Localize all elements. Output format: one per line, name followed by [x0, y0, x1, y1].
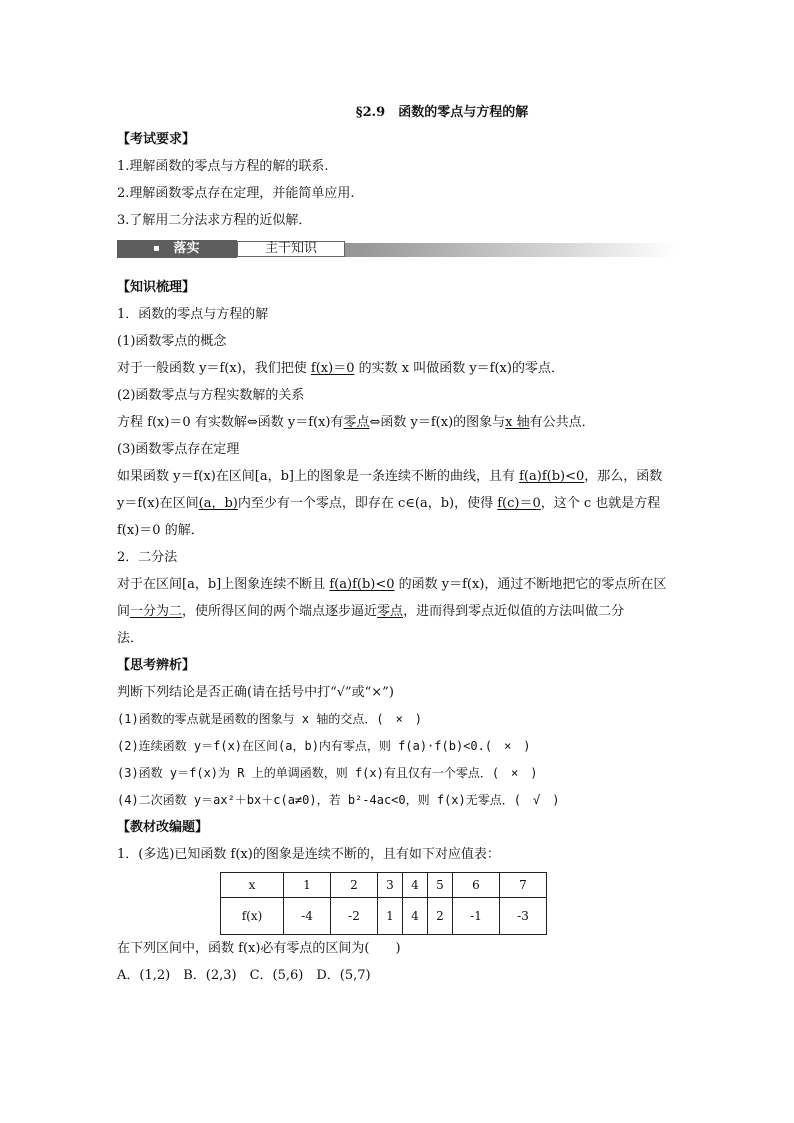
section-heading: 1．函数的零点与方程的解	[117, 307, 269, 322]
judgment-item: (1)函数的零点就是函数的图象与 x 轴的交点．( × )	[117, 712, 423, 726]
page-title: §2.9 函数的零点与方程的解	[355, 105, 529, 120]
table-row	[221, 898, 547, 935]
table-header-cell: f(x)	[221, 898, 284, 935]
blank-answer: 一分为二	[130, 604, 183, 619]
text-run: 方程 f(x)＝0 有实数解⇔函数 y＝f(x)有	[117, 415, 344, 430]
subsection-heading: (2)函数零点与方程实数解的关系	[117, 388, 305, 403]
text-run: 对于在区间[a，b]上图象连续不断且	[117, 577, 330, 592]
text-run: 内至少有一个零点，即存在 c∈(a，b)，使得	[237, 496, 498, 511]
text-run: 如果函数 y＝f(x)在区间[a，b]上的图象是一条连续不断的曲线，且有	[117, 469, 520, 484]
text-run: 的函数 y＝f(x)，通过不断地把它的零点所在区	[394, 577, 667, 592]
answer-options: A．(1,2) B．(2,3) C．(5,6) D．(5,7)	[117, 968, 371, 983]
table-cell: -4	[284, 898, 331, 935]
text-run: ，使所得区间的两个端点逐步逼近	[182, 604, 378, 619]
table-cell: 6	[453, 873, 500, 898]
definition-line	[117, 355, 677, 382]
value-table	[220, 872, 547, 935]
text-run: 有公共点．	[529, 415, 595, 430]
blank-answer: (a，b)	[198, 496, 238, 511]
text-run: 的实数 x 叫做函数 y＝f(x)的零点．	[354, 361, 564, 376]
theorem-line	[117, 463, 677, 490]
think-header: 【思考辨析】	[117, 658, 196, 673]
table-cell: 7	[500, 873, 547, 898]
text-run: 间	[117, 604, 131, 619]
table-cell: 2	[428, 898, 453, 935]
exam-item: 1.理解函数的零点与方程的解的联系.	[117, 159, 329, 174]
document-page	[117, 100, 677, 989]
knowledge-header: 【知识梳理】	[117, 280, 196, 295]
question-prompt: 在下列区间中，函数 f(x)必有零点的区间为( )	[117, 941, 401, 956]
banner-right: 主干知识	[237, 241, 345, 257]
judgment-item: (3)函数 y＝f(x)为 R 上的单调函数，则 f(x)有且仅有一个零点．( × )	[117, 766, 538, 780]
judgment-item: (4)二次函数 y＝ax²＋bx＋c(a≠0)，若 b²-4ac<0，则 f(x)无零点．( √ )	[117, 793, 560, 807]
bisection-line: 法．	[117, 631, 144, 646]
bisection-line	[117, 598, 677, 625]
question-stem: 1．(多选)已知函数 f(x)的图象是连续不断的，且有如下对应值表：	[117, 847, 500, 862]
blank-answer: f(c)＝0	[497, 496, 541, 511]
text-run: y＝f(x)在区间	[117, 496, 199, 511]
table-cell: 4	[403, 873, 428, 898]
theorem-line: f(x)＝0 的解．	[117, 523, 204, 538]
textbook-header: 【教材改编题】	[117, 820, 209, 835]
text-run: ⇔函数 y＝f(x)的图象与	[369, 415, 506, 430]
banner-left	[117, 240, 237, 258]
text-run: 对于一般函数 y＝f(x)，我们把使	[117, 361, 311, 376]
table-cell: 2	[331, 873, 378, 898]
table-cell: -2	[331, 898, 378, 935]
relation-line	[117, 409, 677, 436]
blank-answer: 零点	[343, 415, 370, 430]
bisection-line	[117, 571, 677, 598]
judgment-item: (2)连续函数 y＝f(x)在区间(a，b)内有零点，则 f(a)·f(b)<0.( × )	[117, 739, 531, 753]
subsection-heading: (3)函数零点存在定理	[117, 442, 240, 457]
theorem-line	[117, 490, 677, 517]
exam-item: 2.理解函数零点存在定理，并能简单应用.	[117, 186, 355, 201]
table-header-cell: x	[221, 873, 284, 898]
banner-left-label: 落实	[173, 241, 200, 256]
table-row	[221, 873, 547, 898]
subsection-heading: (1)函数零点的概念	[117, 334, 227, 349]
section-heading: 2．二分法	[117, 550, 178, 565]
text-run: ，这个 c 也就是方程	[540, 496, 661, 511]
table-cell: 5	[428, 873, 453, 898]
blank-answer: 零点	[377, 604, 404, 619]
exam-header: 【考试要求】	[117, 132, 196, 147]
section-banner	[117, 240, 677, 258]
blank-answer: f(x)＝0	[310, 361, 355, 376]
table-cell: 1	[284, 873, 331, 898]
exam-item: 3.了解用二分法求方程的近似解．	[117, 213, 312, 228]
think-intro: 判断下列结论是否正确(请在括号中打“√”或“×”)	[117, 685, 394, 700]
text-run: ，进而得到零点近似值的方法叫做二分	[403, 604, 625, 619]
blank-answer: f(a)f(b)<0	[519, 469, 585, 484]
blank-answer: f(a)f(b)<0	[329, 577, 395, 592]
table-cell: -1	[453, 898, 500, 935]
blank-answer: x 轴	[505, 415, 530, 430]
table-cell: 4	[403, 898, 428, 935]
table-cell: 3	[378, 873, 403, 898]
square-icon	[154, 246, 159, 251]
text-run: ，那么，函数	[584, 469, 663, 484]
table-cell: -3	[500, 898, 547, 935]
table-cell: 1	[378, 898, 403, 935]
